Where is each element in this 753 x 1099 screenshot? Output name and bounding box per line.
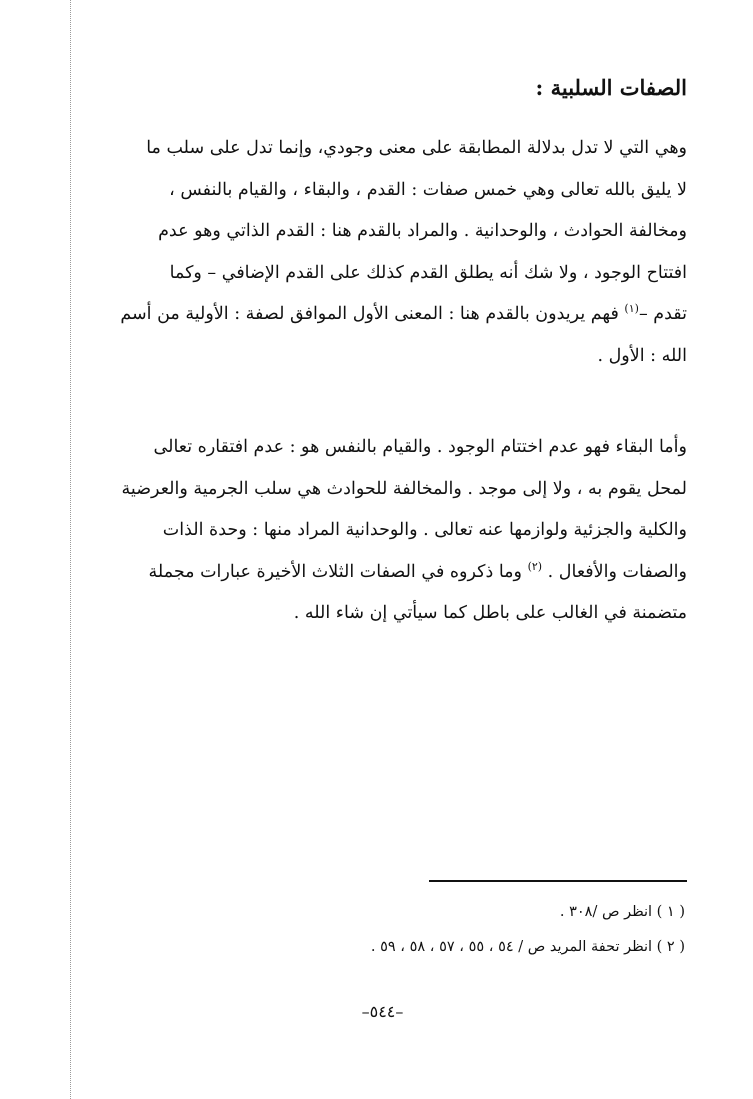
paragraph-2-line-4-start: والصفات والأفعال . (547, 561, 687, 582)
document-page (70, 0, 695, 1099)
paragraph-1-line-1: وهي التي لا تدل بدلالة المطابقة على معنى وجودي، وإنما تدل على سلب ما (146, 138, 687, 158)
paragraph-1-line-5 (80, 294, 687, 336)
paragraph-1-line-3: ومخالفة الحوادث ، والوحدانية . والمراد بالقدم هنا : القدم الذاتي وهو عدم (158, 221, 687, 241)
footnote-2: ( ٢ ) انظر تحفة المريد ص / ٥٤ ، ٥٥ ، ٥٧ ، ٥٨ ، ٥٩ . (370, 939, 685, 955)
paragraph-1 (80, 128, 687, 377)
paragraph-1-line-5-rest: فهم يريدون بالقدم هنا : المعنى الأول الموافق لصفة : الأولية من أسم (120, 304, 619, 324)
paragraph-1-line-2: لا يليق بالله تعالى وهي خمس صفات : القدم ، والبقاء ، والقيام بالنفس ، (169, 179, 687, 200)
paragraph-2-line-4 (80, 552, 687, 594)
paragraph-2-line-2: لمحل يقوم به ، ولا إلى موجد . والمخالفة للحوادث هي سلب الجرمية والعرضية (121, 478, 687, 499)
paragraph-2-line-5: متضمنة في الغالب على باطل كما سيأتي إن شاء الله . (293, 603, 687, 623)
footnote-divider (429, 880, 687, 882)
paragraph-2-line-3: والكلية والجزئية ولوازمها عنه تعالى . والوحدانية المراد منها : وحدة الذات (162, 520, 687, 540)
paragraph-1-line-5-start: تقدم – (638, 304, 687, 324)
footnote-reference-2[interactable]: (٢) (527, 559, 543, 573)
paragraph-1-line-6: الله : الأول . (597, 345, 687, 366)
footnotes (371, 895, 685, 965)
paragraph-2-line-4-rest: وما ذكروه في الصفات الثلاث الأخيرة عبارات مجملة (148, 561, 522, 582)
footnote-reference-1[interactable]: (١) (624, 302, 639, 316)
paragraph-2 (80, 427, 687, 635)
paragraph-2-line-1: وأما البقاء فهو عدم اختتام الوجود . والقيام بالنفس هو : عدم افتقاره تعالى (153, 437, 687, 457)
paragraph-1-line-4: افتتاح الوجود ، ولا شك أنه يطلق القدم كذلك على القدم الإضافي – وكما (169, 262, 687, 283)
section-heading: الصفات السلبية : (535, 75, 687, 100)
footnote-1: ( ١ ) انظر ص /٣٠٨ . (559, 904, 685, 920)
page-number: –٥٤٤– (361, 1002, 404, 1021)
